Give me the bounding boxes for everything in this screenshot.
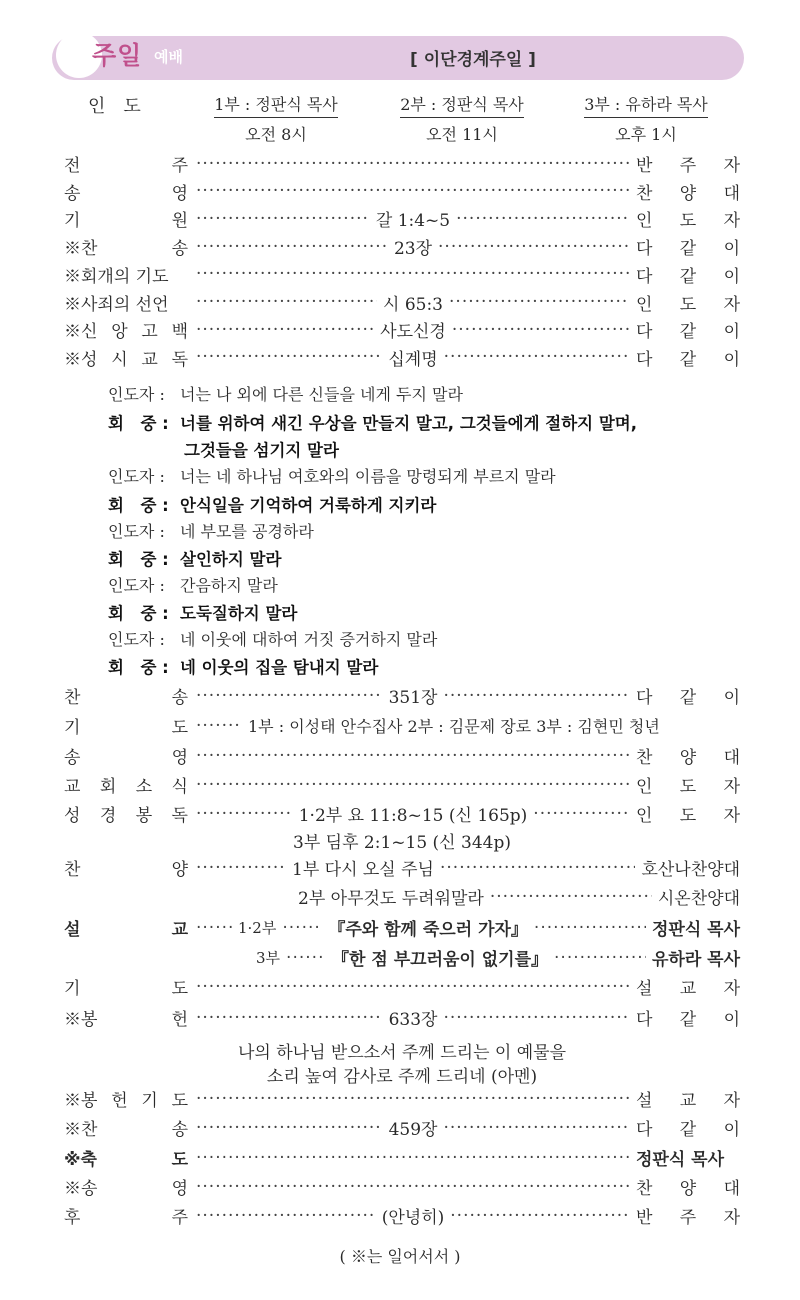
dot-leader — [196, 1177, 630, 1197]
order-item-row — [64, 233, 740, 260]
order-label: 전 주 — [64, 156, 188, 176]
dot-leader — [196, 154, 630, 174]
order-item-row — [64, 289, 740, 316]
dot-leader — [490, 887, 652, 907]
logo-sub-text: 예배 — [154, 48, 183, 66]
dot-leader — [196, 1089, 630, 1109]
order-label: ※봉 헌 기 도 — [64, 1091, 188, 1111]
dot-leader — [196, 181, 630, 201]
order-item-row — [64, 1114, 740, 1141]
dot-leader — [450, 1206, 630, 1226]
order-detail: 사도신경 — [380, 322, 446, 343]
prayer-leaders: 1부 : 이성태 안수집사 2부 : 김문제 장로 3부 : 김현민 청년 — [248, 717, 660, 736]
order-responsible: 반 주 자 — [636, 156, 740, 176]
sermon-part: 1·2부 — [238, 919, 277, 937]
dot-leader — [196, 775, 630, 795]
order-item-row — [64, 682, 740, 709]
leader-line: 인도자 : 네 부모를 공경하라 — [108, 522, 314, 541]
leader-name: 2부 : 정판식 목사 — [400, 92, 524, 118]
order-item-row — [64, 1173, 740, 1200]
order-label: ※찬 송 — [64, 1120, 188, 1140]
congregation-line: 회 중 : 네 이웃의 집을 탐내지 말라 — [108, 658, 379, 677]
dot-leader — [196, 858, 286, 878]
dot-leader — [196, 716, 242, 736]
order-label: 송 영 — [64, 748, 188, 768]
order-item-row — [64, 1202, 740, 1229]
order-label: 기 원 — [64, 211, 188, 232]
order-label: ※신 앙 고 백 — [64, 322, 188, 343]
order-responsible: 찬 양 대 — [636, 183, 740, 204]
order-detail: 십계명 — [388, 349, 438, 370]
order-responsible: 인 도 자 — [636, 777, 740, 797]
order-responsible: 찬 양 대 — [636, 1179, 740, 1199]
order-responsible: 다 같 이 — [636, 239, 740, 260]
order-label: ※성 시 교 독 — [64, 349, 188, 370]
order-item-row — [64, 316, 740, 343]
dot-leader — [196, 1008, 383, 1028]
leader-time: 오후 1시 — [615, 125, 677, 144]
order-responsible: 다 같 이 — [636, 266, 740, 287]
leader-line: 인도자 : 너는 나 외에 다른 신들을 네게 두지 말라 — [108, 385, 463, 404]
dot-leader — [196, 977, 630, 997]
praise-song: 2부 아무것도 두려워말라 — [298, 889, 484, 909]
praise-song: 1부 다시 오실 주님 — [292, 860, 434, 880]
congregation-line: 회 중 : 안식일을 기억하여 거룩하게 지키라 — [108, 496, 437, 515]
dot-leader — [196, 264, 630, 284]
order-item-row — [64, 150, 740, 177]
dot-leader — [533, 804, 630, 824]
order-responsible: 반 주 자 — [636, 1208, 740, 1228]
dot-leader — [440, 858, 635, 878]
order-responsible: 설 교 자 — [636, 1091, 740, 1111]
order-label: 기 도 — [64, 979, 188, 999]
order-item-row — [64, 1144, 740, 1171]
order-item-row — [64, 178, 740, 205]
order-item-row — [64, 771, 740, 798]
scripture-reading-3: 3부 딤후 2:1~15 (신 344p) — [293, 833, 511, 853]
dot-leader — [196, 746, 630, 766]
order-item-row — [64, 344, 740, 371]
order-detail: 갈 1:4~5 — [375, 211, 451, 232]
order-label: ※봉 헌 — [64, 1010, 188, 1030]
order-label: ※찬 송 — [64, 239, 188, 260]
congregation-line: 회 중 : 도둑질하지 말라 — [108, 604, 298, 623]
order-label: 성 경 봉 독 — [64, 806, 188, 826]
order-label: ※축 도 — [64, 1150, 188, 1170]
sermon-row-1 — [64, 914, 740, 941]
service-leaders — [88, 92, 748, 142]
dot-leader — [196, 804, 293, 824]
order-label: ※사죄의 선언 — [64, 294, 169, 315]
order-responsible: 정판식 목사 — [636, 1150, 725, 1170]
dot-leader — [196, 1206, 376, 1226]
dot-leader — [444, 347, 630, 367]
leader-service-3 — [566, 92, 726, 145]
offering-text-1: 나의 하나님 받으소서 주께 드리는 이 예물을 — [237, 1043, 567, 1063]
sermon-preacher: 정판식 목사 — [651, 920, 740, 940]
order-label: 교 회 소 식 — [64, 777, 188, 797]
congregation-line: 회 중 : 너를 위하여 새긴 우상을 만들지 말고, 그것들에게 절하지 말며, — [108, 414, 637, 433]
order-label: 후 주 — [64, 1208, 188, 1228]
leader-time: 오전 8시 — [245, 125, 307, 144]
praise-row-2 — [64, 883, 740, 910]
order-item-row — [64, 712, 740, 739]
order-item-row — [64, 800, 740, 827]
order-item-row — [64, 205, 740, 232]
dot-leader — [196, 347, 382, 367]
order-detail: 23장 — [393, 239, 433, 260]
order-responsible: 찬 양 대 — [636, 748, 740, 768]
order-label: ※회개의 기도 — [64, 266, 169, 287]
sunday-worship-logo — [52, 30, 224, 80]
order-item-row — [64, 1004, 740, 1031]
order-item-row — [64, 1085, 740, 1112]
order-label: 설 교 — [64, 920, 188, 940]
sermon-preacher: 유하라 목사 — [651, 950, 740, 970]
dot-leader — [438, 237, 630, 257]
dot-leader — [456, 209, 630, 229]
sermon-title: 『한 점 부끄러움이 없기를』 — [332, 950, 549, 970]
leader-line: 인도자 : 간음하지 말라 — [108, 576, 278, 595]
order-detail: 459장 — [388, 1120, 438, 1140]
order-label: 찬 송 — [64, 688, 188, 708]
leader-time: 오전 11시 — [426, 125, 498, 144]
page-title: [ 이단경계주일 ] — [410, 50, 536, 70]
leader-name: 1부 : 정판식 목사 — [214, 92, 338, 118]
dot-leader — [196, 1148, 630, 1168]
leader-service-1 — [196, 92, 356, 145]
order-responsible: 다 같 이 — [636, 322, 741, 343]
dot-leader — [449, 292, 630, 312]
order-label: 찬 양 — [64, 860, 188, 880]
leader-label: 인 도 — [88, 96, 141, 117]
order-responsible: 다 같 이 — [636, 1010, 740, 1030]
order-responsible: 인 도 자 — [636, 806, 741, 826]
order-item-row — [64, 973, 740, 1000]
congregation-line: 그것들을 섬기지 말라 — [184, 441, 339, 460]
order-detail: 633장 — [388, 1010, 438, 1030]
order-detail: 351장 — [388, 688, 438, 708]
order-responsible: 다 같 이 — [636, 1120, 740, 1140]
dot-leader — [196, 237, 388, 257]
order-responsible: 설 교 자 — [636, 979, 740, 999]
dot-leader — [443, 686, 630, 706]
order-responsible: 인 도 자 — [636, 211, 740, 232]
congregation-line: 회 중 : 살인하지 말라 — [108, 550, 282, 569]
leader-service-2 — [382, 92, 542, 145]
offering-text-2: 소리 높여 감사로 주께 드리네 (아멘) — [266, 1067, 538, 1087]
dot-leader — [196, 320, 374, 340]
leader-name: 3부 : 유하라 목사 — [584, 92, 708, 118]
sermon-part: 3부 — [256, 949, 281, 967]
dot-leader — [196, 1118, 383, 1138]
praise-choir: 호산나찬양대 — [641, 860, 740, 880]
order-detail: (안녕히) — [381, 1208, 445, 1228]
dot-leader — [196, 686, 383, 706]
order-label: 기 도 — [64, 718, 188, 738]
order-item-row — [64, 742, 740, 769]
praise-choir: 시온찬양대 — [657, 889, 740, 909]
sermon-row-2 — [64, 944, 740, 971]
sermon-title: 『주와 함께 죽으러 가자』 — [328, 920, 528, 940]
dot-leader — [443, 1118, 630, 1138]
logo-main-text: 주일 — [92, 41, 143, 70]
order-responsible: 다 같 이 — [636, 688, 740, 708]
leader-line: 인도자 : 너는 네 하나님 여호와의 이름을 망령되게 부르지 말라 — [108, 467, 556, 486]
standing-footnote: ( ※는 일어서서 ) — [339, 1247, 461, 1266]
dot-leader — [196, 209, 370, 229]
order-item-row — [64, 261, 740, 288]
order-detail: 시 65:3 — [383, 294, 444, 315]
order-label: 송 영 — [64, 183, 188, 204]
order-responsible: 다 같 이 — [636, 349, 740, 370]
order-label: ※송 영 — [64, 1179, 188, 1199]
leader-line: 인도자 : 네 이웃에 대하여 거짓 증거하지 말라 — [108, 630, 438, 649]
dot-leader — [452, 320, 630, 340]
praise-row-1 — [64, 854, 740, 881]
dot-leader — [443, 1008, 630, 1028]
dot-leader — [196, 292, 377, 312]
order-responsible: 인 도 자 — [636, 294, 741, 315]
order-detail: 1·2부 요 11:8~15 (신 165p) — [298, 806, 528, 826]
